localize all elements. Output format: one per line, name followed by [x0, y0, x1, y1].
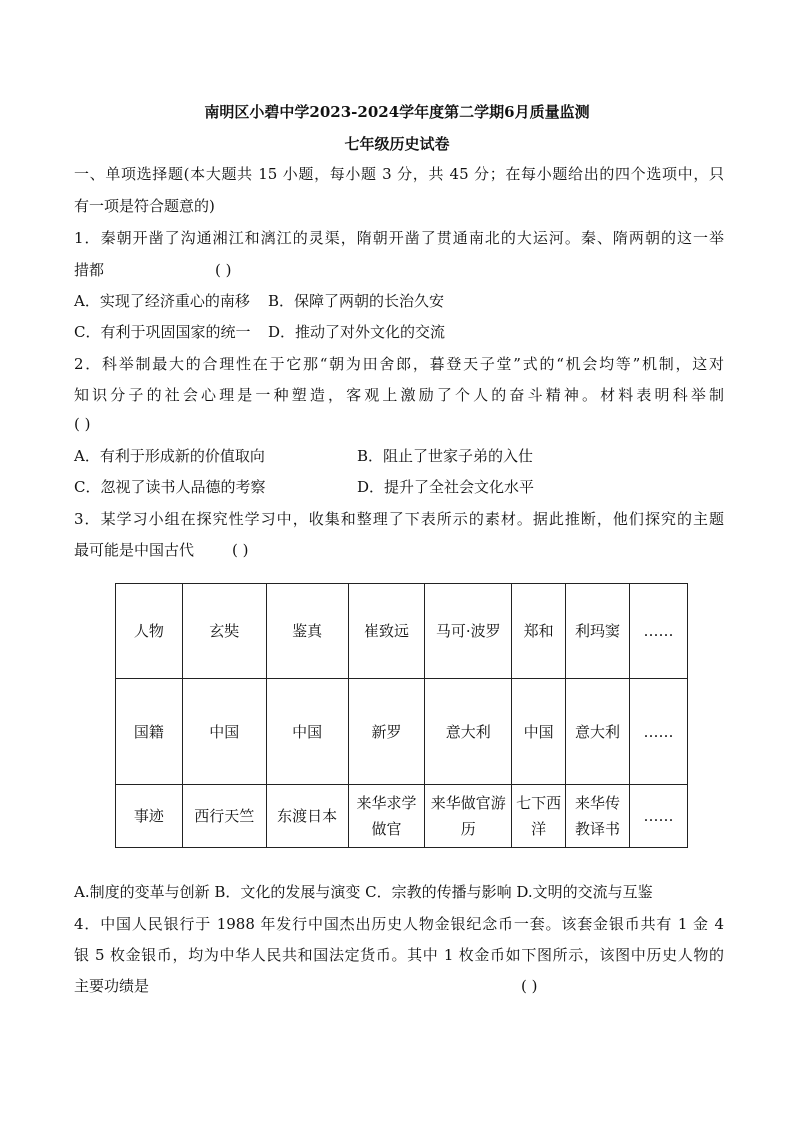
exam-title: 南明区小碧中学2023-2024学年度第二学期6月质量监测	[204, 103, 590, 121]
table-cell: 新罗	[348, 679, 425, 785]
table-cell: 来华传教译书	[566, 785, 630, 848]
table-cell: 崔致远	[348, 584, 425, 679]
table-cell: ……	[630, 785, 688, 848]
table-row-nationality	[116, 679, 688, 785]
q2-stem-line-1: 2．科举制最大的合理性在于它那“朝为田舍郎，暮登天子堂”式的“机会均等”机制，这对	[74, 355, 724, 373]
table-cell: 来华做官游历	[425, 785, 512, 848]
table-cell: 意大利	[425, 679, 512, 785]
q1-option-c: C．有利于巩固国家的统一	[74, 323, 251, 341]
q3-stem-line-1: 3．某学习小组在探究性学习中，收集和整理了下表所示的素材。据此推断，他们探究的主题	[74, 510, 724, 528]
q3-stem-line-2: 最可能是中国古代	[74, 541, 195, 559]
q1-option-d: D．推动了对外文化的交流	[268, 323, 446, 341]
table-cell: 东渡日本	[266, 785, 348, 848]
q3-answer-bracket: ( )	[232, 541, 249, 559]
q3-options-line: A.制度的变革与创新 B．文化的发展与演变 C．宗教的传播与影响 D.文明的交流与互鉴	[74, 883, 653, 901]
q1-answer-bracket: ( )	[215, 261, 232, 279]
table-cell: 国籍	[116, 679, 183, 785]
table-cell: 来华求学做官	[348, 785, 425, 848]
table-cell: ……	[630, 584, 688, 679]
q2-option-d: D．提升了全社会文化水平	[357, 478, 535, 496]
table-cell: 马可·波罗	[425, 584, 512, 679]
table-cell: 意大利	[566, 679, 630, 785]
table-row-person	[116, 584, 688, 679]
q2-answer-bracket: ( )	[74, 415, 91, 433]
table-cell: 鉴真	[266, 584, 348, 679]
q2-option-a: A．有利于形成新的价值取向	[74, 447, 265, 465]
q2-option-c: C．忽视了读书人品德的考察	[74, 478, 266, 496]
table-cell: 中国	[182, 679, 266, 785]
table-cell: 玄奘	[182, 584, 266, 679]
q1-option-a: A．实现了经济重心的南移	[74, 292, 250, 310]
q4-answer-bracket: ( )	[521, 977, 538, 995]
table-cell: 利玛窦	[566, 584, 630, 679]
table-cell: 七下西洋	[512, 785, 566, 848]
q3-material-table	[115, 583, 688, 848]
table-cell: 中国	[512, 679, 566, 785]
table-cell: ……	[630, 679, 688, 785]
table-row-deeds	[116, 785, 688, 848]
table-cell: 事迹	[116, 785, 183, 848]
q4-stem-line-3: 主要功绩是	[74, 977, 150, 995]
table-cell: 人物	[116, 584, 183, 679]
q1-option-b: B．保障了两朝的长治久安	[268, 292, 445, 310]
q2-stem-line-2: 知识分子的社会心理是一种塑造，客观上激励了个人的奋斗精神。材料表明科举制	[74, 386, 724, 404]
q1-stem-line-2: 措都	[74, 261, 105, 279]
section-heading-line-1: 一、单项选择题(本大题共 15 小题，每小题 3 分，共 45 分；在每小题给出的四个选项中，只	[74, 165, 724, 183]
q1-stem-line-1: 1．秦朝开凿了沟通湘江和漓江的灵渠，隋朝开凿了贯通南北的大运河。秦、隋两朝的这一举	[74, 229, 724, 247]
table-cell: 西行天竺	[182, 785, 266, 848]
q2-option-b: B．阻止了世家子弟的入仕	[357, 447, 534, 465]
table-cell: 郑和	[512, 584, 566, 679]
q4-stem-line-1: 4．中国人民银行于 1988 年发行中国杰出历史人物金银纪念币一套。该套金银币共有 1 金 4	[74, 915, 724, 933]
exam-subtitle: 七年级历史试卷	[344, 135, 450, 153]
q4-stem-line-2: 银 5 枚金银币，均为中华人民共和国法定货币。其中 1 枚金币如下图所示，该图中历史人物的	[74, 946, 724, 964]
section-heading-line-2: 有一项是符合题意的)	[74, 197, 215, 215]
table-cell: 中国	[266, 679, 348, 785]
